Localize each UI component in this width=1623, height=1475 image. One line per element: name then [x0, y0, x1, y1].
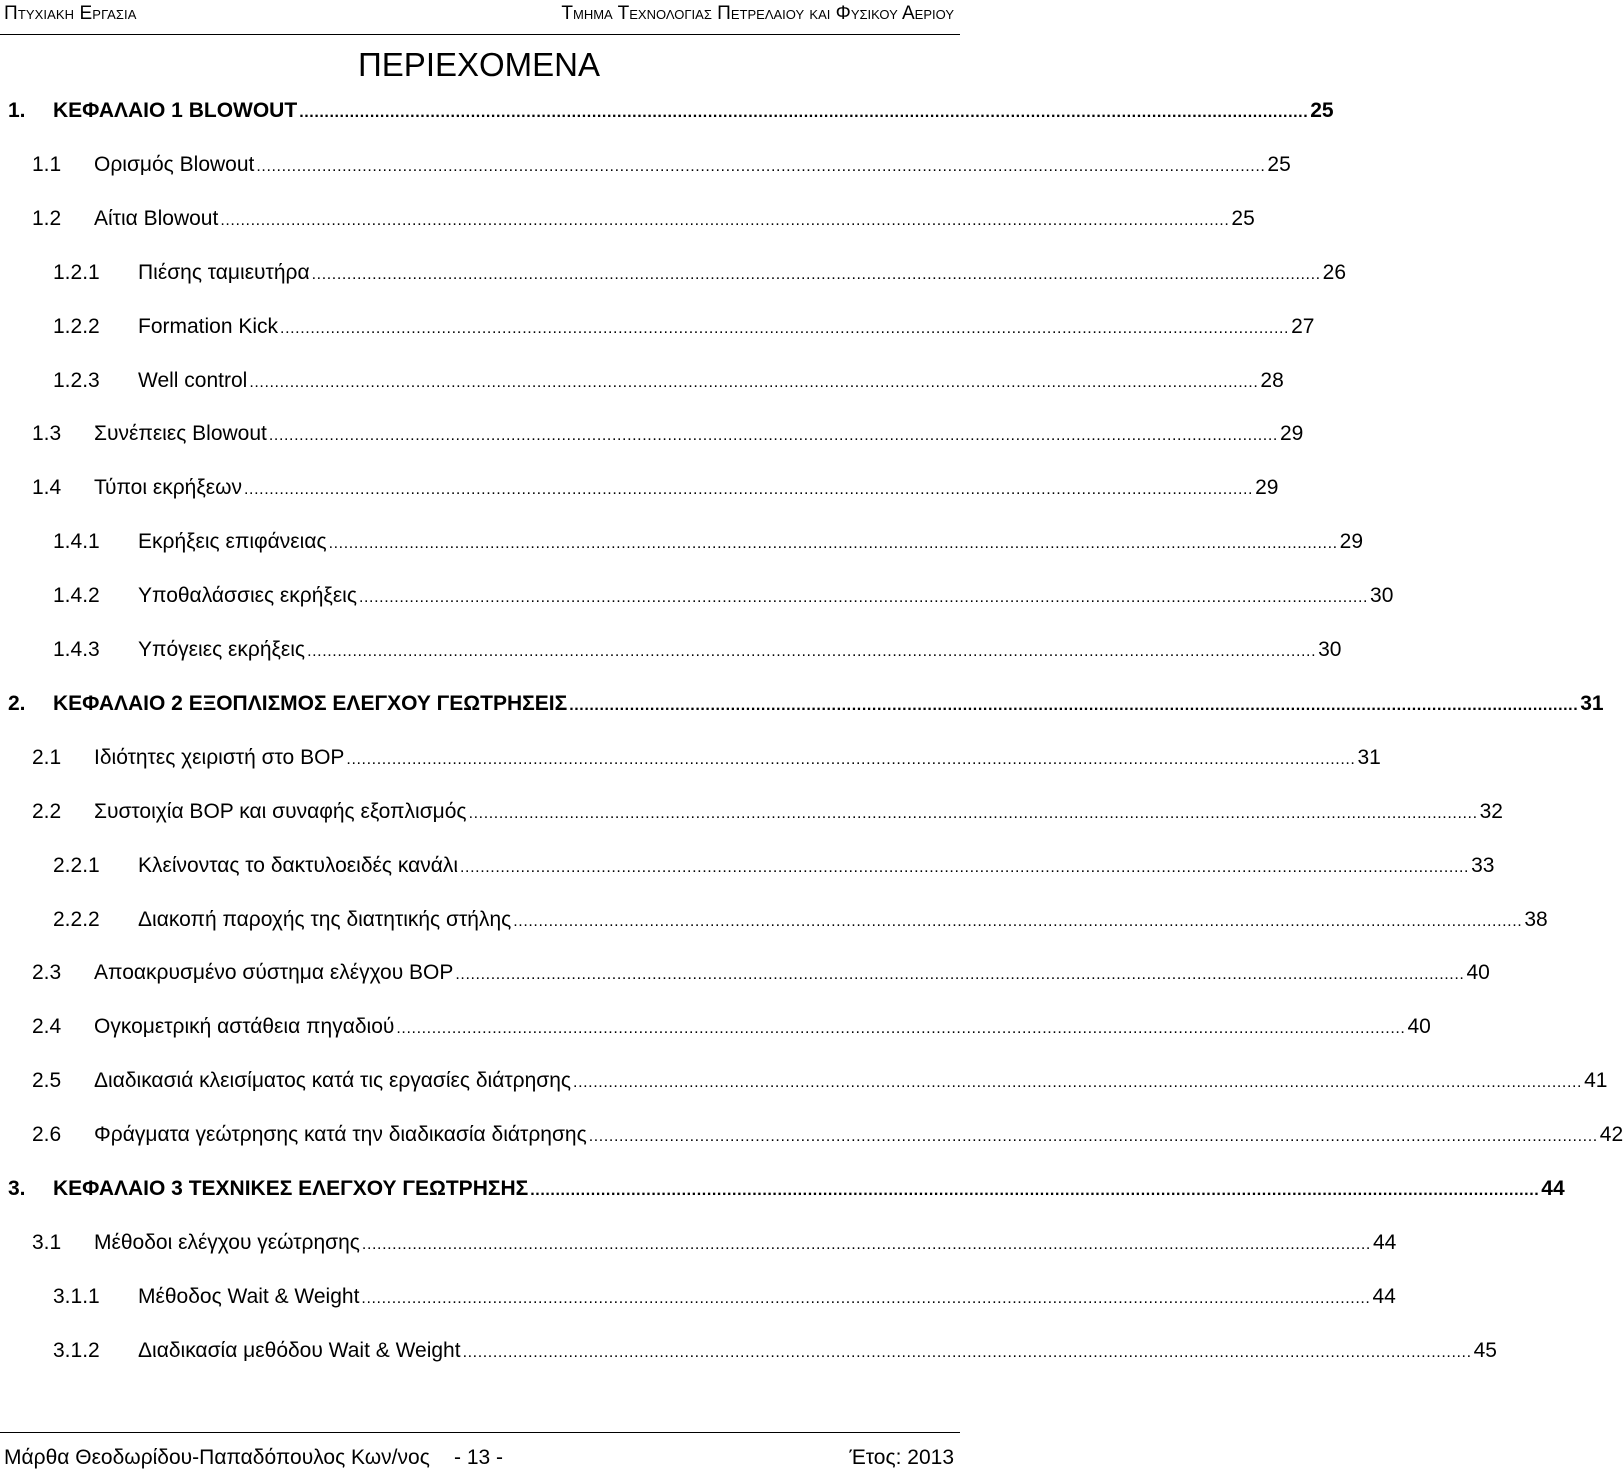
toc-entry-number: 2.2	[32, 799, 62, 823]
toc-dot-leader: ........................................................................................................................................................................................................	[396, 1020, 1406, 1038]
toc-dot-leader: ........................................................................................................................................................................................................	[346, 750, 1356, 768]
toc-entry[interactable]	[0, 476, 1279, 506]
footer-rule	[0, 1432, 960, 1433]
toc-entry[interactable]	[0, 691, 1604, 722]
toc-entry-page: 27	[1291, 314, 1315, 338]
toc-entry-title: ΚΕΦΑΛΑΙΟ 3 ΤΕΧΝΙΚΕΣ ΕΛΕΓΧΟΥ ΓΕΩΤΡΗΣΗΣ	[53, 1177, 529, 1200]
toc-entry-number: 1.2	[32, 206, 62, 230]
toc-dot-leader: ........................................................................................................................................................................................................	[256, 157, 1266, 175]
toc-dot-leader: ........................................................................................................................................................................................................	[530, 1182, 1540, 1199]
toc-entry[interactable]	[0, 99, 1334, 129]
toc-entry-page: 41	[1584, 1069, 1608, 1093]
toc-entry[interactable]	[0, 907, 1548, 938]
toc-entry-number: 1.4.3	[53, 638, 100, 661]
toc-entry[interactable]	[0, 530, 1364, 560]
toc-entry-number: 2.3	[32, 961, 62, 985]
toc-entry-page: 44	[1541, 1177, 1565, 1200]
toc-entry[interactable]	[0, 853, 1495, 884]
toc-dot-leader: ........................................................................................................................................................................................................	[513, 912, 1523, 930]
toc-entry-title: Συστοιχία BOP και συναφής εξοπλισμός	[94, 799, 467, 823]
toc-entry[interactable]	[0, 584, 1394, 614]
toc-dot-leader: ........................................................................................................................................................................................................	[328, 535, 1338, 553]
toc-entry-title: Διαδικασιά κλεισίματος κατά τις εργασίες διάτρησης	[94, 1069, 572, 1093]
toc-entry-title: Φράγματα γεώτρησης κατά την διαδικασία διάτρησης	[94, 1123, 587, 1147]
toc-entry-page: 45	[1473, 1338, 1497, 1362]
toc-entry-number: 1.3	[32, 422, 62, 446]
toc-entry-title: Μέθοδοι ελέγχου γεώτρησης	[94, 1230, 360, 1254]
toc-entry-title: Formation Kick	[138, 314, 279, 338]
toc-entry-title: Ογκομετρική αστάθεια πηγαδιού	[94, 1015, 395, 1039]
toc-title-text: ΠΕΡΙΕΧΟΜΕΝΑ	[357, 46, 601, 83]
toc-entry[interactable]	[0, 422, 1304, 452]
toc-dot-leader: ........................................................................................................................................................................................................	[280, 319, 1290, 337]
toc-entry-page: 44	[1372, 1230, 1397, 1254]
toc-entry-title: Υπόγειες εκρήξεις	[138, 638, 306, 661]
toc-entry-title: Συνέπειες Blowout	[94, 422, 267, 446]
toc-entry[interactable]	[0, 745, 1381, 776]
toc-entry-number: 1.4	[32, 476, 62, 500]
toc-entry[interactable]	[0, 1284, 1396, 1315]
toc-dot-leader: ........................................................................................................................................................................................................	[569, 696, 1579, 714]
toc-entry-number: 2.2.2	[53, 907, 100, 931]
toc-entry-number: 3.1	[32, 1230, 62, 1254]
toc-entry-number: 2.5	[32, 1069, 62, 1093]
toc-entry-page: 30	[1370, 584, 1394, 608]
toc-entry-title: Κλείνοντας το δακτυλοειδές κανάλι	[138, 853, 459, 877]
toc-entry-title: Ιδιότητες χειριστή στο BOP	[94, 745, 345, 769]
toc-dot-leader: ........................................................................................................................................................................................................	[468, 804, 1478, 822]
toc-entry[interactable]	[0, 1230, 1397, 1261]
toc-entry-page: 38	[1524, 907, 1548, 931]
toc-entry-number: 1.2.1	[53, 260, 100, 284]
toc-entry-number: 3.	[8, 1177, 26, 1200]
toc-entry-number: 1.1	[32, 152, 62, 176]
toc-entry-page: 25	[1231, 206, 1255, 230]
toc-entry-page: 31	[1357, 745, 1381, 769]
toc-entry-page: 29	[1255, 476, 1279, 500]
toc-entry-number: 2.4	[32, 1015, 62, 1039]
toc-dot-leader: ........................................................................................................................................................................................................	[249, 373, 1259, 391]
toc-dot-leader: ........................................................................................................................................................................................................	[311, 265, 1321, 283]
toc-entry[interactable]	[0, 1177, 1565, 1207]
toc-entry-number: 1.2.3	[53, 368, 100, 392]
toc-entry[interactable]	[0, 368, 1284, 399]
toc-entry-page: 29	[1339, 530, 1364, 554]
toc-entry-number: 1.2.2	[53, 314, 100, 338]
toc-entry[interactable]	[0, 1338, 1497, 1369]
toc-entry-number: 1.4.1	[53, 530, 100, 554]
toc-entry-title: Πιέσης ταμιευτήρα	[138, 260, 310, 284]
toc-entry-number: 2.	[8, 691, 26, 715]
toc-entry-title: Μέθοδος Wait & Weight	[138, 1284, 360, 1308]
toc-entry[interactable]	[0, 314, 1315, 345]
toc-dot-leader: ........................................................................................................................................................................................................	[268, 427, 1278, 445]
toc-entry-title: Εκρήξεις επιφάνειας	[138, 530, 327, 554]
toc-entry-number: 2.2.1	[53, 853, 100, 877]
toc-entry-page: 40	[1407, 1015, 1431, 1039]
header-left-text: Πτυχιακη Εργασια	[4, 3, 137, 24]
toc-entry-number: 3.1.1	[53, 1284, 100, 1308]
toc-entry-title: Well control	[138, 368, 248, 392]
toc-dot-leader: ........................................................................................................................................................................................................	[588, 1128, 1598, 1146]
toc-entry[interactable]	[0, 1069, 1608, 1099]
toc-entry-number: 3.1.2	[53, 1338, 100, 1362]
toc-dot-leader: ........................................................................................................................................................................................................	[361, 1289, 1371, 1307]
toc-dot-leader: ........................................................................................................................................................................................................	[244, 481, 1254, 499]
toc-entry-page: 32	[1479, 799, 1503, 823]
toc-entry-page: 28	[1260, 368, 1284, 392]
toc-entry-page: 31	[1580, 691, 1604, 715]
toc-entry-page: 25	[1310, 99, 1334, 122]
toc-entry-number: 2.6	[32, 1123, 62, 1147]
toc-entry-page: 30	[1318, 638, 1342, 661]
toc-entry-title: Τύποι εκρήξεων	[94, 476, 243, 500]
toc-entry-page: 42	[1599, 1123, 1623, 1147]
toc-dot-leader: ........................................................................................................................................................................................................	[573, 1074, 1583, 1092]
toc-dot-leader: ........................................................................................................................................................................................................	[358, 589, 1369, 607]
toc-entry-page: 44	[1372, 1284, 1396, 1308]
footer-authors: Μάρθα Θεοδωρίδου-Παπαδόπουλος Κων/νος	[4, 1446, 430, 1469]
toc-entry-title: Διακοπή παροχής της διατητικής στήλης	[138, 907, 512, 931]
toc-entry-page: 26	[1322, 260, 1347, 284]
header-right-text: Τμημα Τεχνολογιας Πετρελαιου και Φυσικου Αεριου	[561, 3, 954, 24]
page-footer	[0, 1432, 960, 1475]
toc-entry-title: Διαδικασία μεθόδου Wait & Weight	[138, 1338, 461, 1362]
toc-dot-leader: ........................................................................................................................................................................................................	[220, 211, 1230, 229]
toc-entry-title: Αίτια Blowout	[94, 206, 219, 230]
toc-entry[interactable]	[0, 799, 1503, 830]
toc-entry-title: ΚΕΦΑΛΑΙΟ 2 ΕΞΟΠΛΙΣΜΟΣ ΕΛΕΓΧΟΥ ΓΕΩΤΡΗΣΕΙΣ	[53, 691, 568, 715]
toc-entry-number: 1.	[8, 99, 26, 122]
toc-dot-leader: ........................................................................................................................................................................................................	[361, 1235, 1371, 1253]
toc-entry[interactable]	[0, 260, 1347, 291]
toc-entry-page: 29	[1279, 422, 1304, 446]
toc-entry-page: 40	[1466, 961, 1490, 985]
toc-entry-title: ΚΕΦΑΛΑΙΟ 1 BLOWOUT	[53, 99, 298, 122]
toc-dot-leader: ........................................................................................................................................................................................................	[455, 966, 1465, 984]
toc-entry-number: 2.1	[32, 745, 62, 769]
toc-entry[interactable]	[0, 1015, 1431, 1045]
toc-entry[interactable]	[0, 206, 1255, 237]
footer-year: Έτος: 2013	[849, 1446, 954, 1469]
toc-entry-title: Υποθαλάσσιες εκρήξεις	[138, 584, 357, 608]
toc-entry-page: 25	[1267, 152, 1291, 176]
toc-entry-title: Αποακρυσμένο σύστημα ελέγχου BOP	[94, 961, 454, 985]
toc-dot-leader: ........................................................................................................................................................................................................	[462, 1343, 1472, 1361]
footer-page-number: - 13 -	[454, 1446, 504, 1469]
toc-entry[interactable]	[0, 961, 1490, 991]
toc-entry-title: Ορισμός Blowout	[94, 152, 255, 176]
toc-entry-page: 33	[1471, 853, 1495, 877]
toc-entry[interactable]	[0, 152, 1291, 183]
toc-dot-leader: ........................................................................................................................................................................................................	[460, 858, 1470, 876]
toc-dot-leader: ........................................................................................................................................................................................................	[307, 643, 1317, 660]
toc-entry-number: 1.4.2	[53, 584, 100, 608]
toc-entry[interactable]	[0, 638, 1342, 668]
toc-dot-leader: ........................................................................................................................................................................................................	[299, 104, 1309, 121]
toc-entry[interactable]	[0, 1123, 1623, 1153]
